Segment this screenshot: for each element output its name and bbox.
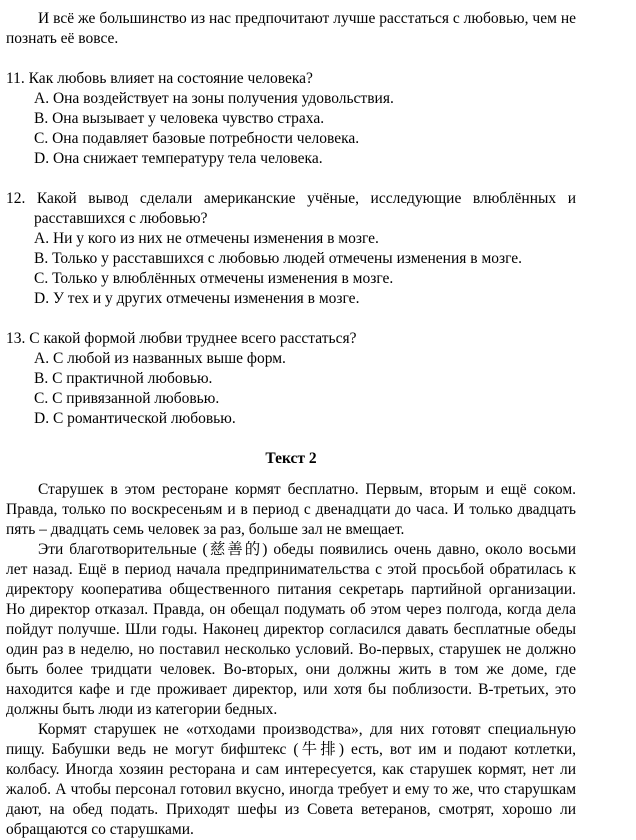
question-13 — [6, 329, 576, 429]
answer-option-c: C. С привязанной любовью. — [34, 390, 220, 407]
intro-paragraph: И всё же большинство из нас предпочитают лучше расстаться с любовью, чем не познать её вовсе. — [6, 10, 576, 47]
answer-option-d: D. У тех и у других отмечены изменения в мозге. — [34, 290, 360, 307]
answer-option-c: C. Только у влюблённых отмечены изменения в мозге. — [34, 270, 394, 287]
answer-option-b: B. Только у расставшихся с любовью людей отмечены изменения в мозге. — [34, 250, 523, 267]
answer-option-a: A. Ни у кого из них не отмечены изменения в мозге. — [34, 230, 379, 247]
answer-option-b: B. Она вызывает у человека чувство страха. — [34, 110, 325, 127]
question-stem: 11. Как любовь влияет на состояние человека? — [6, 70, 313, 87]
answer-option-a: A. Она воздействует на зоны получения удовольствия. — [34, 90, 394, 107]
question-12 — [6, 189, 576, 309]
text2-body — [6, 480, 576, 840]
answer-option-b: B. С практичной любовью. — [34, 370, 213, 387]
text2-paragraph-1: Старушек в этом ресторане кормят бесплатно. Первым, вторым и ещё соком. Правда, только по воскресеньям и в период с двенадцати до часа. И только двадцать пять – двадцать семь человек за раз, больше зал не вмещает. — [6, 481, 576, 538]
question-stem: 12. Какой вывод сделали американские учёные, исследующие влюблённых и расставшихся с любовью? — [6, 190, 576, 227]
text2-paragraph-2: Эти благотворительные (慈善的) обеды появились очень давно, около восьми лет назад. Ещё в период начала предпринимательства с этой просьбой обратилась к директору кооператива общественного питания секретарь партийной организации. Но директор отказал. Правда, он обещал подумать об этом через полгода, когда дела пойдут получше. Шли годы. Наконец директор согласился давать бесплатные обеды один раз в неделю, но поставил несколько условий. Во-первых, старушек не должно быть более тридцати человек. Во-вторых, они должны жить в том же доме, где находится кафе и где проживает директор, или хотя бы поблизости. В-третьих, это должны быть люди из категории бедных. — [6, 541, 576, 718]
text2-paragraph-3: Кормят старушек не «отходами производства», для них готовят специальную пищу. Бабушки ведь не могут бифштекс (牛排) есть, вот им и подают котлетки, колбасу. Иногда хозяин ресторана и сам интересуется, как старушек кормят, нет ли жалоб. А чтобы персонал готовил вкусно, иногда требует и ему то же, что старушкам дают, на обед подать. Приходят шефы из Совета ветеранов, смотрят, хорошо ли обращаются со старушками. — [6, 721, 576, 838]
answer-option-d: D. С романтической любовью. — [34, 410, 236, 427]
section-heading: Текст 2 — [265, 450, 317, 467]
answer-option-a: A. С любой из названных выше форм. — [34, 350, 286, 367]
answer-option-d: D. Она снижает температуру тела человека. — [34, 150, 323, 167]
question-11 — [6, 69, 576, 169]
answer-option-c: C. Она подавляет базовые потребности человека. — [34, 130, 360, 147]
question-stem: 13. С какой формой любви труднее всего расстаться? — [6, 330, 357, 347]
